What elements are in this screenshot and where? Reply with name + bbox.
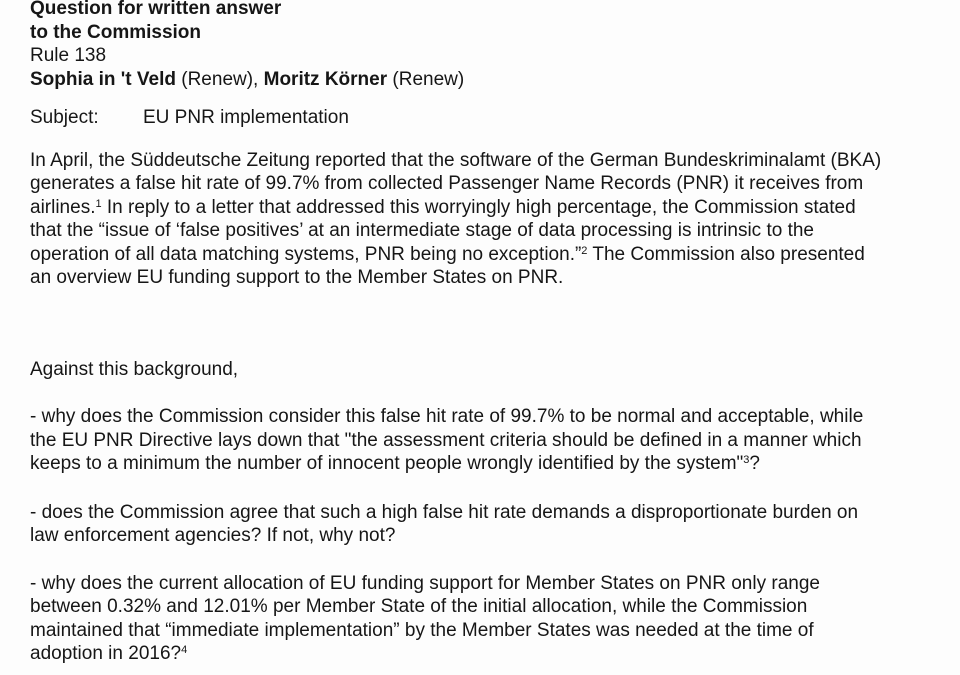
text-line: - does the Commission agree that such a high false hit rate demands a disproportionate burden on (30, 501, 859, 523)
text-segment: keeps to a minimum the number of innocent people wrongly identified by the system" (30, 453, 744, 474)
text-line: In April, the Süddeutsche Zeitung reported that the software of the German Bundeskriminalamt (BKA) (30, 149, 882, 171)
text-line: between 0.32% and 12.01% per Member State of the initial allocation, while the Commission (30, 596, 808, 617)
text-line: an overview EU funding support to the Member States on PNR. (30, 267, 564, 288)
text-line: the EU PNR Directive lays down that "the assessment criteria should be defined in a manner which (30, 429, 862, 451)
against-background-paragraph (30, 358, 950, 382)
text-line: - why does the current allocation of EU funding support for Member States on PNR only range (30, 572, 820, 594)
text-line: maintained that “immediate implementation” by the Member States was needed at the time of (30, 619, 814, 641)
question-2 (30, 501, 950, 548)
text-line: that the “issue of ‘false positives’ at an intermediate stage of data processing is intrinsic to the (30, 220, 814, 241)
footnote-marker: 1 (95, 197, 102, 210)
authors-line (30, 68, 950, 92)
subject-label: Subject: (30, 107, 99, 128)
question-1 (30, 405, 950, 476)
text-line: law enforcement agencies? If not, why not? (30, 525, 396, 546)
document-page (30, 0, 950, 666)
question-3 (30, 572, 950, 666)
subject-row (30, 106, 950, 130)
footnote-marker: 2 (581, 244, 588, 257)
text-segment: The Commission also presented (587, 243, 865, 265)
author-name: Sophia in 't Veld (30, 68, 176, 90)
text-line (30, 243, 950, 267)
text-line: Against this background, (30, 358, 239, 380)
intro-paragraph (30, 149, 950, 290)
rule-reference: Rule 138 (30, 45, 107, 66)
document-header (30, 0, 950, 91)
text-segment: ? (749, 453, 760, 474)
document-title-line2: to the Commission (30, 21, 202, 43)
text-line: - why does the Commission consider this false hit rate of 99.7% to be normal and acceptable, while (30, 406, 864, 427)
subject-value: EU PNR implementation (143, 107, 349, 128)
text-line (30, 196, 950, 220)
author-group: (Renew) (387, 68, 465, 90)
text-line: generates a false hit rate of 99.7% from collected Passenger Name Records (PNR) it receives from (30, 173, 864, 194)
text-line (30, 642, 950, 666)
text-segment: adoption in 2016? (30, 643, 182, 664)
footnote-marker: 4 (181, 644, 188, 656)
text-segment: operation of all data matching systems, PNR being no exception.” (30, 243, 582, 265)
document-title-line1: Question for written answer (30, 0, 282, 19)
text-segment: airlines. (30, 196, 96, 218)
author-group: (Renew), (175, 68, 264, 90)
footnote-marker: 3 (743, 454, 750, 466)
text-line (30, 452, 950, 476)
text-segment: In reply to a letter that addressed this worryingly high percentage, the Commission stated (101, 196, 856, 218)
author-name: Moritz Körner (263, 68, 388, 90)
